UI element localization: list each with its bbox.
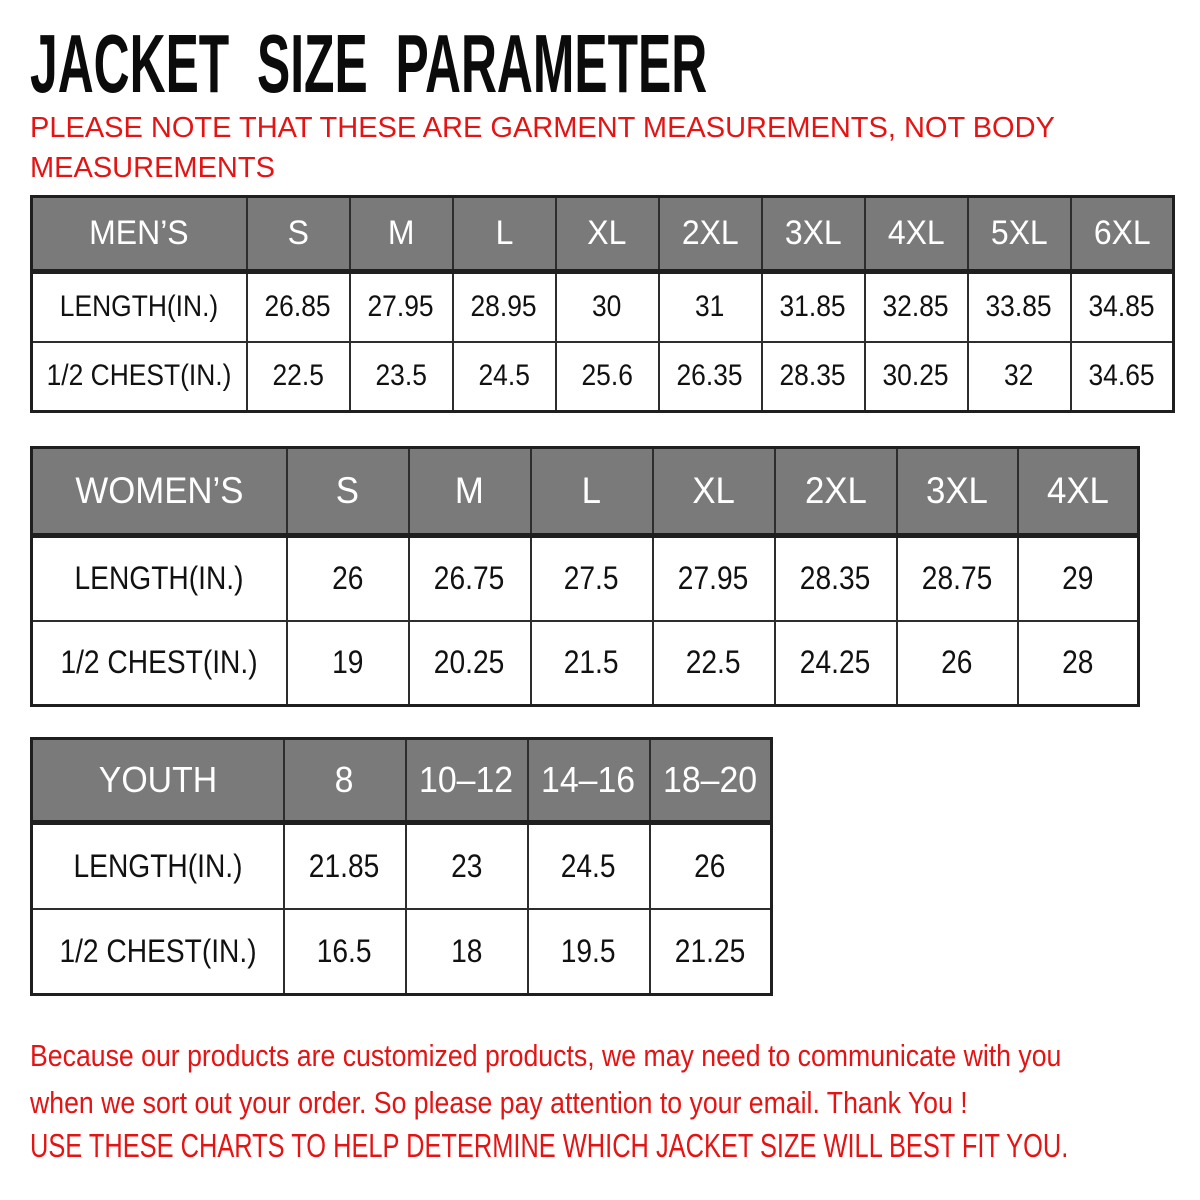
- value: 26.85: [264, 290, 332, 324]
- value-cell: [453, 342, 556, 412]
- customization-note-line-1: Because our products are customized products, we may need to communicate with you: [30, 1038, 1062, 1073]
- value-cell: [528, 823, 650, 909]
- header-cell: [650, 739, 772, 823]
- header-cell: [32, 739, 284, 823]
- size-label: 10–12: [419, 759, 514, 800]
- page-title: JACKET SIZE PARAMETER: [30, 17, 708, 110]
- value-cell: [531, 536, 653, 621]
- row-label-cell: [32, 342, 247, 412]
- header-cell: [968, 197, 1071, 272]
- value-cell: [775, 536, 897, 621]
- row-label-cell: [32, 909, 284, 995]
- value-cell: [556, 342, 659, 412]
- size-label: XL: [692, 470, 735, 511]
- mens-header-row: [32, 197, 1174, 272]
- value-cell: [659, 272, 762, 342]
- value-cell: [287, 621, 409, 706]
- value-cell: [287, 536, 409, 621]
- size-label: 3XL: [926, 470, 988, 511]
- value: 21.85: [309, 847, 380, 884]
- value: 31: [695, 290, 725, 324]
- header-cell: [453, 197, 556, 272]
- value: 28.95: [470, 290, 538, 324]
- value: 31.85: [779, 290, 847, 324]
- value-cell: [653, 621, 775, 706]
- value-cell: [406, 909, 528, 995]
- size-label: 2XL: [681, 214, 739, 252]
- value-cell: [409, 536, 531, 621]
- row-label: 1/2 CHEST(IN.): [59, 932, 257, 969]
- value: 27.95: [367, 290, 435, 324]
- size-label: 5XL: [990, 214, 1048, 252]
- header-cell: [287, 448, 409, 536]
- header-cell: [1071, 197, 1174, 272]
- size-label: M: [455, 470, 484, 511]
- size-label: L: [581, 470, 602, 511]
- size-label: 3XL: [784, 214, 842, 252]
- value-cell: [284, 823, 406, 909]
- value: 16.5: [317, 932, 372, 969]
- value: 33.85: [985, 290, 1053, 324]
- garment-measurement-note: [30, 108, 1055, 188]
- value-cell: [247, 342, 350, 412]
- header-cell: [247, 197, 350, 272]
- value-cell: [897, 621, 1018, 706]
- value: 30.25: [882, 359, 950, 393]
- header-cell: [556, 197, 659, 272]
- value-cell: [453, 272, 556, 342]
- fit-advice: USE THESE CHARTS TO HELP DETERMINE WHICH JACKET SIZE WILL BEST FIT YOU.: [30, 1127, 1069, 1164]
- size-label: 18–20: [663, 759, 758, 800]
- youth-label: YOUTH: [98, 759, 217, 800]
- value: 29: [1062, 560, 1094, 597]
- value-cell: [650, 909, 772, 995]
- size-label: 8: [335, 759, 354, 800]
- womens-header-row: [32, 448, 1139, 536]
- header-cell: [775, 448, 897, 536]
- row-label-cell: [32, 536, 287, 621]
- size-label: XL: [587, 214, 627, 252]
- youth-header-row: [32, 739, 772, 823]
- value-cell: [775, 621, 897, 706]
- size-label: 2XL: [804, 470, 867, 511]
- size-label: 14–16: [541, 759, 636, 800]
- womens-chest-row: [32, 621, 1139, 706]
- value-cell: [762, 272, 865, 342]
- youth-size-table: [30, 737, 773, 996]
- value: 18: [450, 932, 483, 969]
- row-label-cell: [32, 823, 284, 909]
- value: 28.35: [779, 359, 847, 393]
- row-label: LENGTH(IN.): [60, 290, 219, 324]
- value: 26.35: [676, 359, 744, 393]
- note-line-1: PLEASE NOTE THAT THESE ARE GARMENT MEASUREMENTS, NOT BODY: [30, 112, 1055, 144]
- header-cell: [531, 448, 653, 536]
- womens-size-table: [30, 446, 1140, 707]
- header-cell: [406, 739, 528, 823]
- note-line-2: MEASUREMENTS: [30, 152, 275, 184]
- mens-size-table: [30, 195, 1175, 413]
- header-cell: [659, 197, 762, 272]
- value-cell: [650, 823, 772, 909]
- value: 32: [1004, 359, 1034, 393]
- value-cell: [350, 342, 453, 412]
- mens-length-row: [32, 272, 1174, 342]
- header-cell: [409, 448, 531, 536]
- value: 19: [331, 644, 364, 681]
- row-label: LENGTH(IN.): [73, 847, 243, 884]
- value: 28.35: [800, 560, 871, 597]
- value: 19.5: [561, 932, 616, 969]
- value-cell: [531, 621, 653, 706]
- header-cell: [897, 448, 1018, 536]
- value-cell: [247, 272, 350, 342]
- header-cell: [32, 197, 247, 272]
- header-cell: [528, 739, 650, 823]
- value: 32.85: [882, 290, 950, 324]
- value-cell: [1018, 621, 1139, 706]
- row-label: 1/2 CHEST(IN.): [60, 644, 258, 681]
- value-cell: [556, 272, 659, 342]
- value: 27.95: [678, 560, 749, 597]
- row-label-cell: [32, 621, 287, 706]
- value-cell: [284, 909, 406, 995]
- row-label: 1/2 CHEST(IN.): [46, 359, 232, 393]
- value-cell: [406, 823, 528, 909]
- value: 28.75: [921, 560, 993, 597]
- header-cell: [762, 197, 865, 272]
- value-cell: [968, 342, 1071, 412]
- value: 26.75: [434, 560, 505, 597]
- value: 20.25: [434, 644, 505, 681]
- value: 34.85: [1088, 290, 1155, 324]
- value: 26: [331, 560, 364, 597]
- value-cell: [659, 342, 762, 412]
- value-cell: [1071, 272, 1174, 342]
- value: 21.5: [564, 644, 619, 681]
- size-label: L: [495, 214, 513, 252]
- womens-label: WOMEN’S: [75, 470, 244, 511]
- value: 22.5: [272, 359, 324, 393]
- value: 30: [592, 290, 622, 324]
- value: 26: [694, 847, 726, 884]
- value: 26: [941, 644, 973, 681]
- value-cell: [968, 272, 1071, 342]
- value: 22.5: [686, 644, 741, 681]
- header-cell: [653, 448, 775, 536]
- value: 23: [450, 847, 483, 884]
- row-label: LENGTH(IN.): [74, 560, 244, 597]
- size-label: S: [287, 214, 309, 252]
- size-label: 6XL: [1093, 214, 1151, 252]
- value-cell: [350, 272, 453, 342]
- header-cell: [284, 739, 406, 823]
- value: 25.6: [581, 359, 633, 393]
- header-cell: [350, 197, 453, 272]
- value-cell: [865, 272, 968, 342]
- value: 28: [1062, 644, 1094, 681]
- value-cell: [409, 621, 531, 706]
- header-cell: [865, 197, 968, 272]
- value-cell: [1018, 536, 1139, 621]
- value: 24.5: [561, 847, 616, 884]
- value-cell: [653, 536, 775, 621]
- value-cell: [865, 342, 968, 412]
- value: 24.5: [478, 359, 530, 393]
- size-label: S: [335, 470, 360, 511]
- value: 27.5: [564, 560, 619, 597]
- value: 21.25: [675, 932, 746, 969]
- size-label: 4XL: [1046, 470, 1109, 511]
- value-cell: [762, 342, 865, 412]
- customization-note: [30, 1032, 1061, 1126]
- header-cell: [32, 448, 287, 536]
- value: 24.25: [800, 644, 871, 681]
- row-label-cell: [32, 272, 247, 342]
- size-label: M: [387, 214, 415, 252]
- value-cell: [528, 909, 650, 995]
- header-cell: [1018, 448, 1139, 536]
- value-cell: [1071, 342, 1174, 412]
- customization-note-line-2: when we sort out your order. So please pay attention to your email. Thank You !: [30, 1085, 968, 1120]
- womens-length-row: [32, 536, 1139, 621]
- youth-length-row: [32, 823, 772, 909]
- youth-chest-row: [32, 909, 772, 995]
- value-cell: [897, 536, 1018, 621]
- mens-label: MEN’S: [89, 214, 189, 252]
- mens-chest-row: [32, 342, 1174, 412]
- size-label: 4XL: [887, 214, 945, 252]
- value: 34.65: [1088, 359, 1155, 393]
- value: 23.5: [375, 359, 427, 393]
